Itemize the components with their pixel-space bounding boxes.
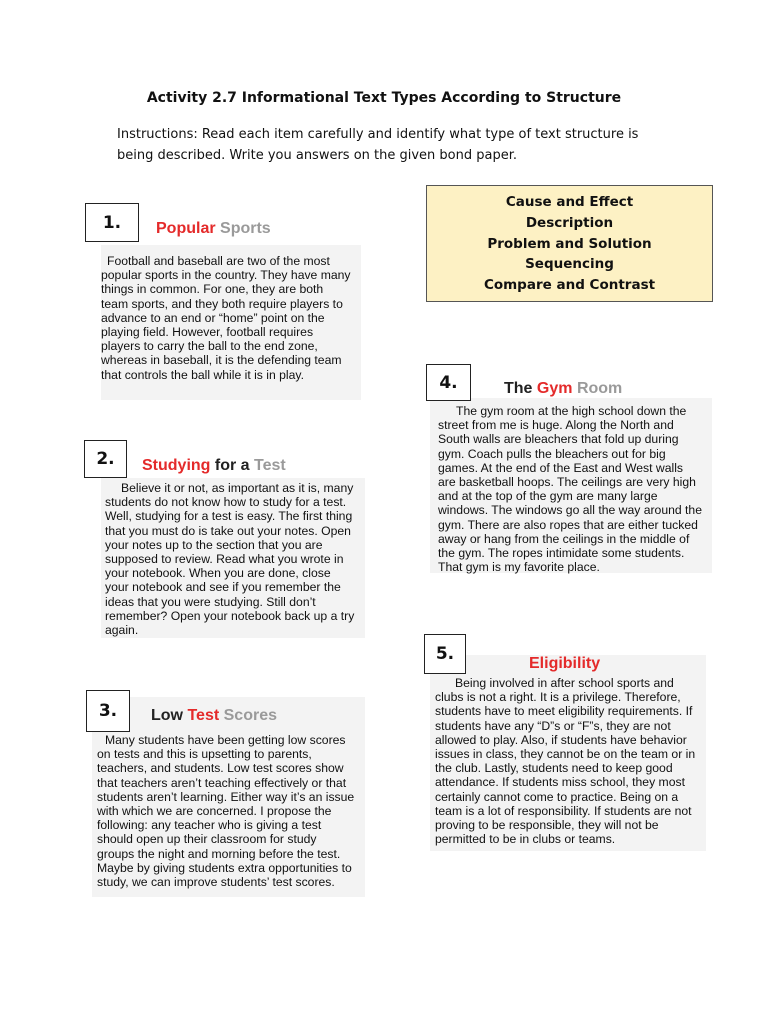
choice-sequencing: Sequencing <box>525 256 614 273</box>
choice-description: Description <box>525 214 614 231</box>
item-3-number: 3. <box>86 690 130 732</box>
heading-word: for a <box>214 457 250 474</box>
item-5-text: Being involved in after school sports and clubs is not a right. It is a privilege. Therefore, students have to meet eligibility requirements. If students have any “D”s or “F”s, they are not allowed to play. Also, if students have behavior issues in class, they cannot be on the team or in the club. Lastly, students need to keep good attendance. If students miss school, they most certainly cannot come to practice. Being on a team is a lot of responsibility. If students are not proving to be responsible, they will not be permitted to be in clubs or teams. <box>435 676 696 847</box>
item-4-heading <box>504 380 622 398</box>
choice-problem-and-solution: Problem and Solution <box>487 235 652 252</box>
item-5-heading <box>529 655 600 673</box>
item-4-number: 4. <box>426 364 471 401</box>
instructions: Instructions: Read each item carefully and identify what type of text structure is being described. Write you answers on the given bond paper. <box>117 127 639 163</box>
heading-word: The <box>504 380 533 397</box>
item-5-number: 5. <box>424 634 466 674</box>
item-1-number: 1. <box>85 203 139 242</box>
heading-word: Studying <box>142 457 211 474</box>
answer-choices-box <box>426 185 713 302</box>
choice-cause-and-effect: Cause and Effect <box>505 194 634 210</box>
item-1-heading <box>156 220 271 238</box>
heading-word: Scores <box>223 707 277 724</box>
heading-word: Test <box>254 457 286 474</box>
heading-word: Test <box>187 707 220 724</box>
item-3-heading <box>151 707 277 725</box>
item-1-text: Football and baseball are two of the most popular sports in the country. They have many things in common. For one, they are both team sports, and they both require players to advance to an end or “home” point on the playing field. However, football requires players to carry the ball to the end zone, whereas in baseball, it is the defending team that controls the ball while it is in play. <box>101 254 351 382</box>
item-3-text: Many students have been getting low scores on tests and this is upsetting to parents, teachers, and students. Low test scores show that teachers aren’t teaching effectively or that students aren’t learning. Either way it’s an issue with which we are concerned. I propose the following: any teacher who is giving a test should open up their classroom for study groups the night and morning before the test. Maybe by giving students extra opportunities to study, we can improve students’ test scores. <box>97 733 355 890</box>
page-title: Activity 2.7 Informational Text Types According to Structure <box>146 90 622 106</box>
heading-word: Sports <box>220 220 271 237</box>
heading-word: Low <box>151 707 183 724</box>
item-2-number: 2. <box>84 440 127 478</box>
item-2-text: Believe it or not, as important as it is, many students do not know how to study for a test. Well, studying for a test is easy. The first thing that you must do is take out your notes. Open your notes up to the section that you are supposed to review. Read what you wrote in your notebook. When you are done, close your notebook and see if you remember the ideas that you were studying. Still don’t remember? Open your notebook back up a try again. <box>105 481 355 638</box>
heading-word: Eligibility <box>529 655 601 672</box>
item-4-text: The gym room at the high school down the street from me is huge. Along the North and South walls are bleachers that fold up during gym. Coach pulls the bleachers out for big games. At the end of the East and West walls are basketball hoops. The ceilings are very high and at the top of the gym are many large windows. The windows go all the way around the gym. There are also ropes that are either tucked away or hang from the ceilings in the middle of the gym. The ropes intimidate some students. That gym is my favorite place. <box>438 404 702 575</box>
choice-compare-and-contrast: Compare and Contrast <box>483 277 656 294</box>
heading-word: Popular <box>156 220 216 237</box>
heading-word: Gym <box>536 380 573 397</box>
heading-word: Room <box>576 380 623 397</box>
item-2-heading <box>142 457 286 475</box>
